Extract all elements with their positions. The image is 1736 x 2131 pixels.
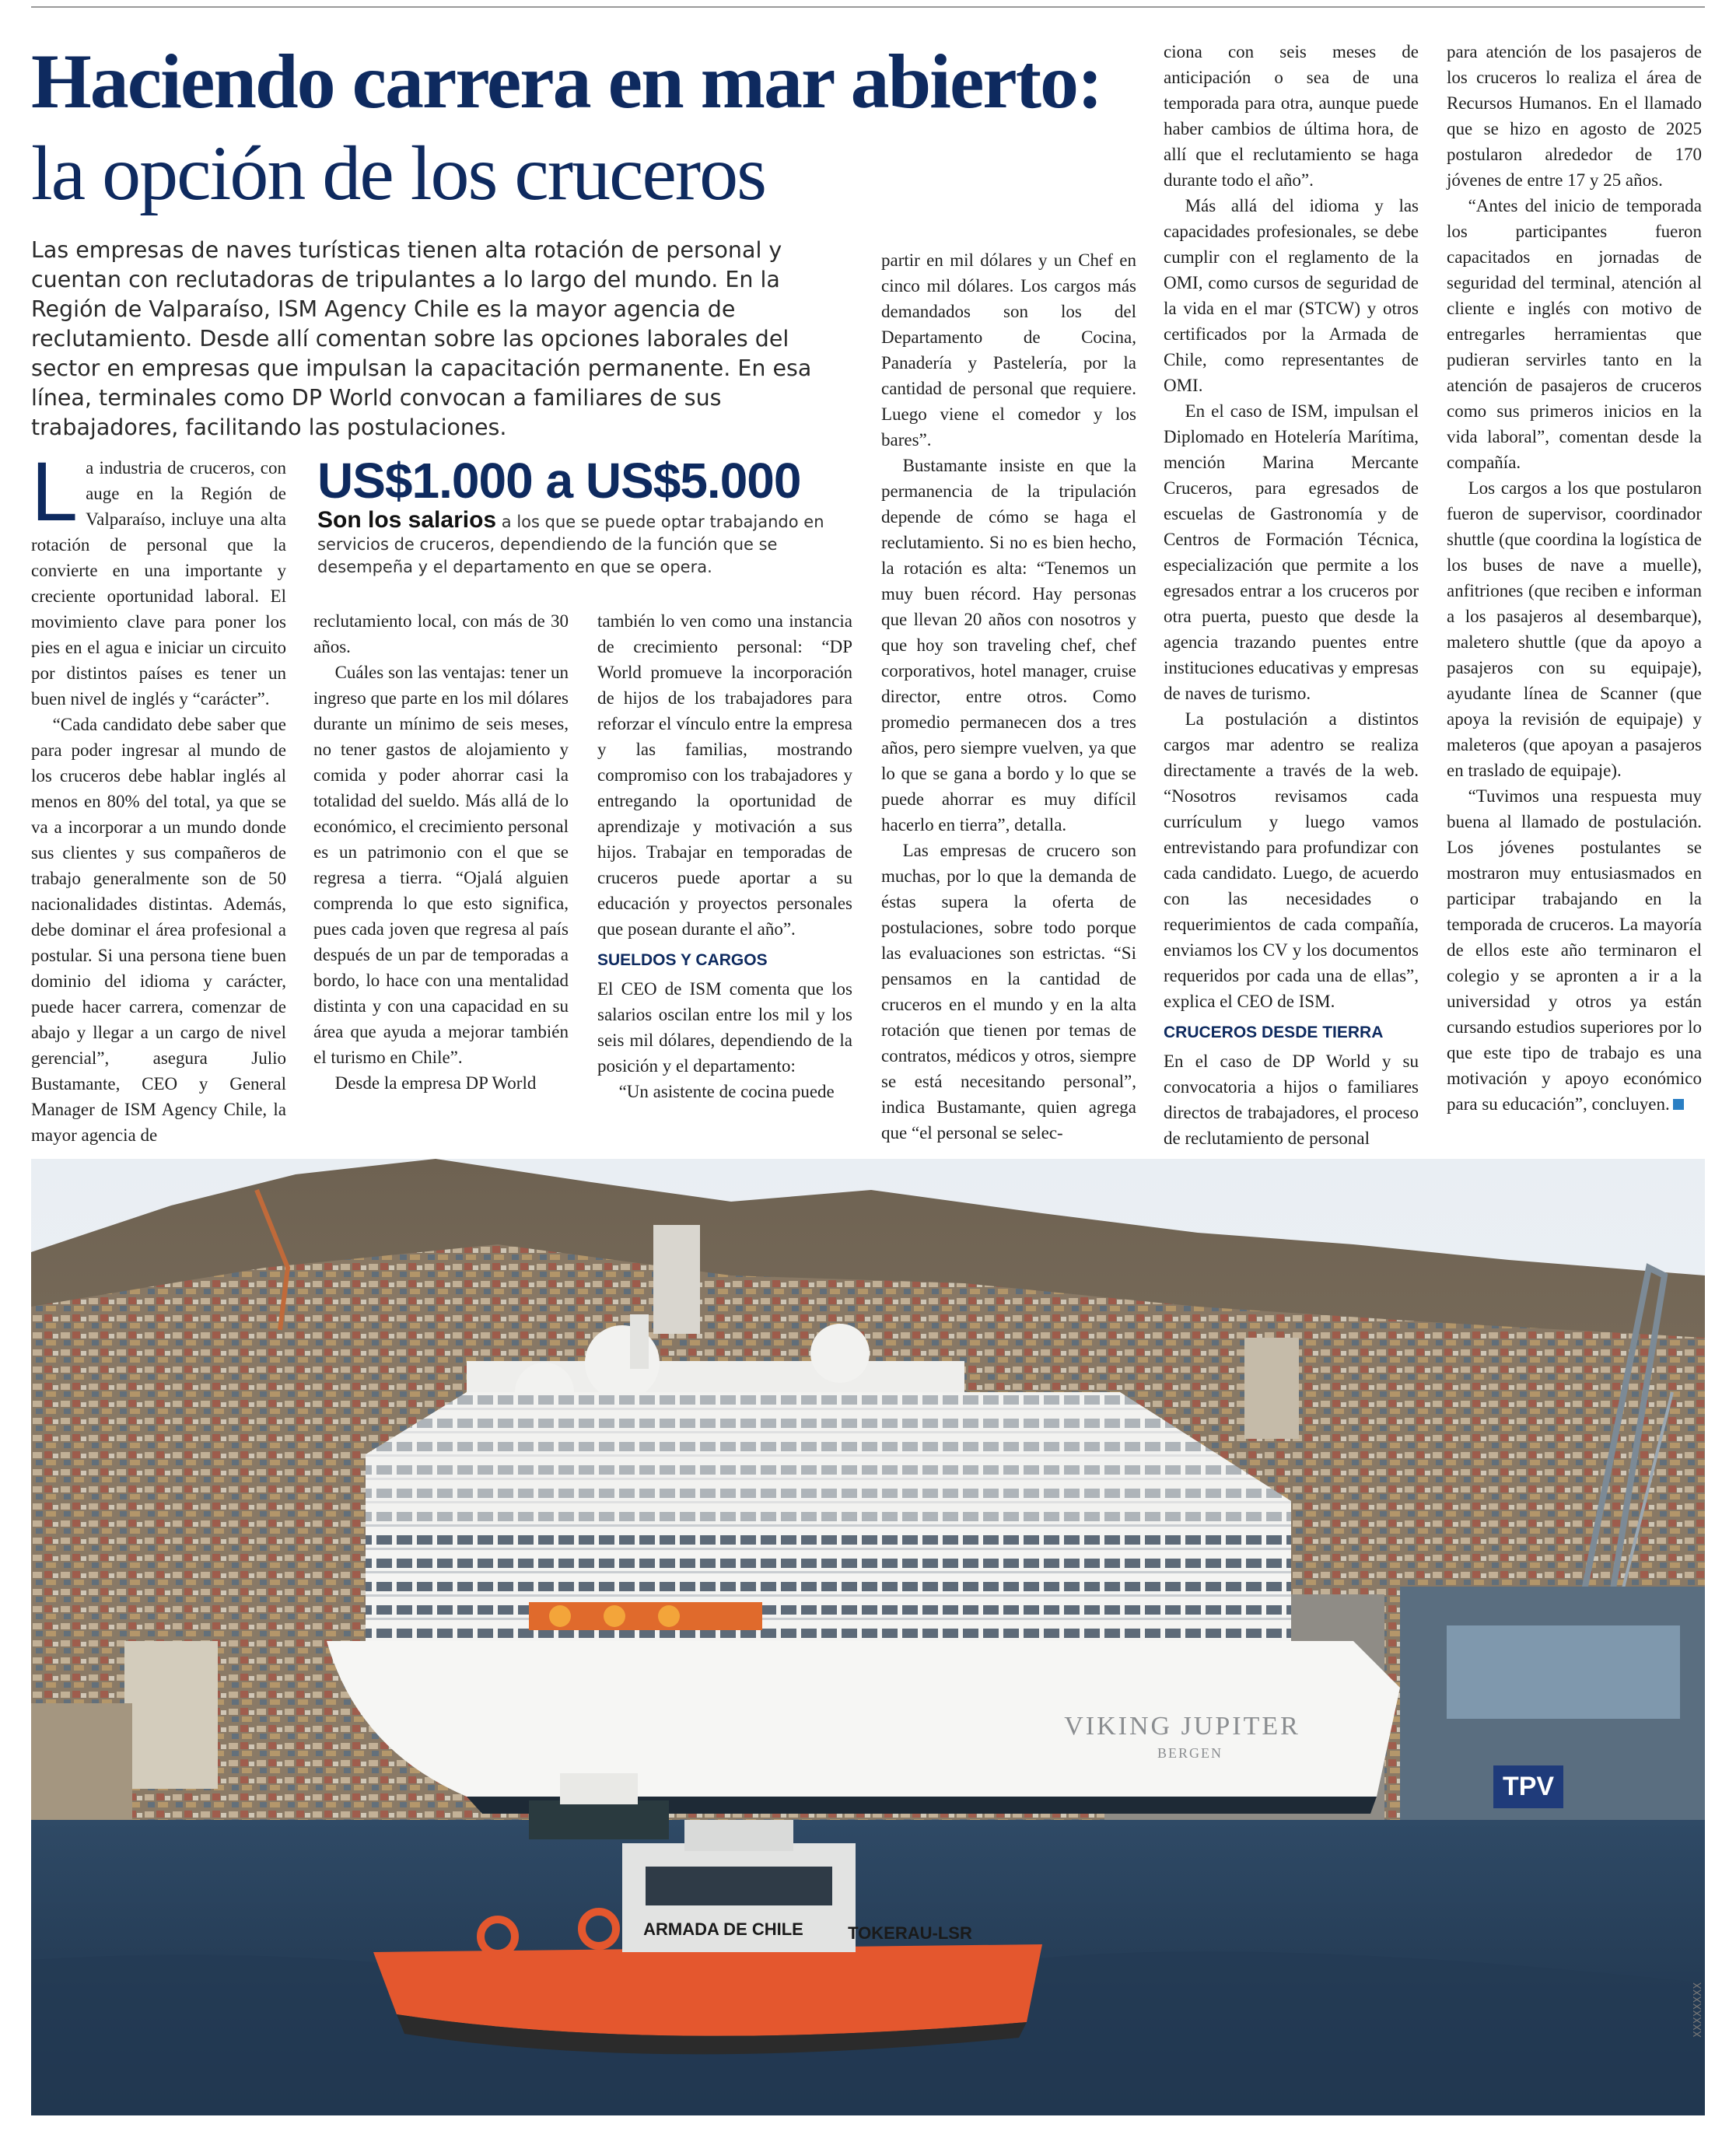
c3-p3: “Un asistente de cocina puede: [618, 1082, 835, 1101]
salary-amount: US$1.000 a US$5.000: [317, 453, 801, 509]
drop-cap: L: [31, 444, 79, 538]
end-mark: [1673, 1099, 1684, 1110]
c5-p2: Más allá del idioma y las capacidades profesionales, se debe cumplir con el reglamento de la OMI, como cursos de seguridad de la vida en el mar (STCW) y otros certificados por la Armada de Chile, como representantes de OMI.: [1164, 196, 1419, 395]
column-4: [881, 247, 1136, 1146]
c4-p3: Las empresas de crucero son muchas, por lo que la demanda de éstas supera la oferta de postulaciones, sobre todo porque las evaluaciones son estrictas. “Si pensamos en la cantidad de cruceros en el mundo y en la alta rotación que tienen por temas de contratos, médicos y otros, siempre se está necesitando personal”, indica Bustamante, quien agrega que “el personal se selec-: [881, 841, 1136, 1142]
top-rule: [31, 6, 1705, 8]
column-2: [313, 608, 569, 1096]
c6-p1: para atención de los pasajeros de los cruceros lo realiza el área de Recursos Humanos. En el llamado que se hizo en agosto de 2025 postularon alrededor de 170 jóvenes de entre 17 y 25 años.: [1447, 42, 1702, 190]
headline-light: la opción de los cruceros: [31, 130, 766, 216]
c2-p2: Cuáles son las ventajas: tener un ingreso que parte en los mil dólares durante un mínimo de seis meses, no tener gastos de alojamiento y comida y poder ahorrar casi la totalidad del sueldo. Más allá de lo económico, el crecimiento personal es un patrimonio con el que se regresa a tierra. “Ojalá alguien comprenda lo que esto significa, pues cada joven que regresa al país después de un par de temporadas a bordo, lo hace con una mentalidad distinta y con una capacidad en su área que ayuda a mejorar también el turismo en Chile”.: [313, 663, 569, 1067]
c6-p4: “Tuvimos una respuesta muy buena al llamado de postulación. Los jóvenes postulantes se mostraron muy entusiasmados en participar trabajando en la temporada de cruceros. La mayoría de ellos este año terminaron el colegio y se apronten a ir a la universidad y otros ya están cursando estudios superiores por lo que este tipo de trabajo es una motivación y apoyo económico para su educación”, concluyen.: [1447, 786, 1702, 1114]
c1-p1: a industria de cruceros, con auge en la Región de Valparaíso, incluye una alta rotación de personal que la convierte en una importante y creciente oportunidad laboral. El movimiento clave para poner los pies en el agua e iniciar un circuito por distintos países es tener un buen nivel de inglés y “carácter”.: [31, 458, 286, 709]
ship-port: BERGEN: [1157, 1745, 1223, 1761]
c3-p1: también lo ven como una instancia de crecimiento personal: “DP World promueve la incorporación de hijos de los trabajadores para reforzar el vínculo entre la empresa y las familias, mostrando compromiso con los trabajadores y entregando la oportunidad de aprendizaje y motivación a sus hijos. Trabajar en temporadas de cruceros puede aportar a su educación y proyectos personales que posean durante el año”.: [597, 611, 852, 939]
column-6: [1447, 39, 1702, 1117]
c2-p1: reclutamiento local, con más de 30 años.: [313, 611, 569, 656]
headline-bold: Haciendo carrera en mar abierto:: [31, 38, 1102, 124]
c2-p3: Desde la empresa DP World: [334, 1073, 537, 1093]
c5-p1: ciona con seis meses de anticipación o sea de una temporada para otra, aunque puede haber cambios de última hora, de allí que el reclutamiento se haga durante todo el año”.: [1164, 42, 1419, 190]
c5-p5: En el caso de DP World y su convocatoria a hijos o familiares directos de trabajadores, el proceso de reclutamiento de personal: [1164, 1052, 1419, 1148]
column-3: [597, 608, 852, 1104]
c5-p4: La postulación a distintos cargos mar adentro se realiza directamente a través de la web. “Nosotros revisamos cada currículum y luego vamos entrevistando para profundizar con cada candidato. Luego, de acuerdo con las necesidades o requerimientos de cada compañía, enviamos los CV y los documentos requeridos por cada una de ellas”, explica el CEO de ISM.: [1164, 709, 1419, 1011]
boat-name: TOKERAU-LSR: [848, 1923, 972, 1943]
boat-label: ARMADA DE CHILE: [643, 1919, 803, 1939]
subhead-sueldos: SUELDOS Y CARGOS: [597, 951, 768, 969]
c5-p3: En el caso de ISM, impulsan el Diplomado en Hotelería Marítima, mención Marina Mercante Cruceros, para egresados de escuelas de Gastronomía y de Centros de Formación Técnica, especialización que permite a los egresados entrar a los cruceros por otra puerta, puesto que desde la agencia trazando puentes entre instituciones educativas y empresas de naves de turismo.: [1164, 401, 1419, 703]
photo-credit: XXXXXXXX: [1692, 1982, 1704, 2038]
column-5: [1164, 39, 1419, 1151]
c3-p2: El CEO de ISM comenta que los salarios oscilan entre los mil y los seis mil dólares, dependiendo de la posición y el departamento:: [597, 979, 852, 1076]
column-1: [31, 444, 286, 1148]
subhead-cruceros: CRUCEROS DESDE TIERRA: [1164, 1024, 1384, 1041]
headline: [31, 36, 1143, 219]
c1-p2: “Cada candidato debe saber que para poder ingresar al mundo de los cruceros debe hablar inglés al menos en 80% del total, ya que se va a incorporar a un mundo donde sus clientes y sus compañeros de trabajo generalmente son de 50 nacionalidades distintas. Además, debe dominar el área profesional a postular. Si una persona tiene buen dominio del idioma y carácter, puede hacer carrera, comenzar de abajo y llegar a un cargo de nivel gerencial”, asegura Julio Bustamante, CEO y General Manager de ISM Agency Chile, la mayor agencia de: [31, 715, 286, 1145]
lead-paragraph: Las empresas de naves turísticas tienen alta rotación de personal y cuentan con reclutadoras de tripulantes a lo largo del mundo. En la Región de Valparaíso, ISM Agency Chile es la mayor agencia de reclutamiento. Desde allí comentan sobre las opciones laborales del sector en empresas que impulsan la capacitación permanente. En esa línea, terminales como DP World convocan a familiares de sus trabajadores, facilitando las postulaciones.: [31, 237, 812, 440]
c6-p2: “Antes del inicio de temporada los participantes fueron capacitados en jornadas de seguridad del terminal, atención al cliente e inglés con motivo de entregarles herramientas que pudieran servirles tanto en la atención de pasajeros de cruceros como sus primeros inicios en la vida laboral”, comentan desde la compañía.: [1447, 196, 1702, 472]
salary-callout: [317, 453, 862, 579]
c6-p3: Los cargos a los que postularon fueron de supervisor, coordinador shuttle (que coordina la logística de los buses de nave a muelle), anfitriones (que reciben e informan a los pasajeros al desembarque), maletero shuttle (que da apoyo a pasajeros con su equipaje), ayudante línea de Scanner (que apoya la revisión de equipaje) y maleteros (que apoyan a pasajeros en traslado de equipaje).: [1447, 478, 1702, 780]
salary-label: Son los salarios: [317, 507, 497, 533]
salary-text: a los que se puede optar trabajando en servicios de cruceros, dependiendo de la función que se desempeña y el departamento en que se opera.: [317, 513, 824, 576]
c4-p2: Bustamante insiste en que la permanencia de la tripulación depende de cómo se haga el reclutamiento. Si no es bien hecho, la rotación es alta: “Tenemos un muy buen récord. Hay personas que llevan 20 años con nosotros y que hoy son traveling chef, chef corporativos, hotel manager, cruise director, entre otros. Como promedio permanecen dos a tres años, pero siempre vuelven, ya que lo que se gana a bordo y lo que se puede ahorrar es muy difícil hacerlo en tierra”, detalla.: [881, 456, 1136, 835]
port-photo: [31, 1159, 1705, 2115]
ship-name: VIKING JUPITER: [1064, 1712, 1300, 1741]
tpv-sign: TPV: [1502, 1772, 1555, 1801]
c4-p1: partir en mil dólares y un Chef en cinco mil dólares. Los cargos más demandados son los del Departamento de Cocina, Panadería y Pastelería, por la cantidad de personal que requiere. Luego viene el comedor y los bares”.: [881, 250, 1136, 450]
